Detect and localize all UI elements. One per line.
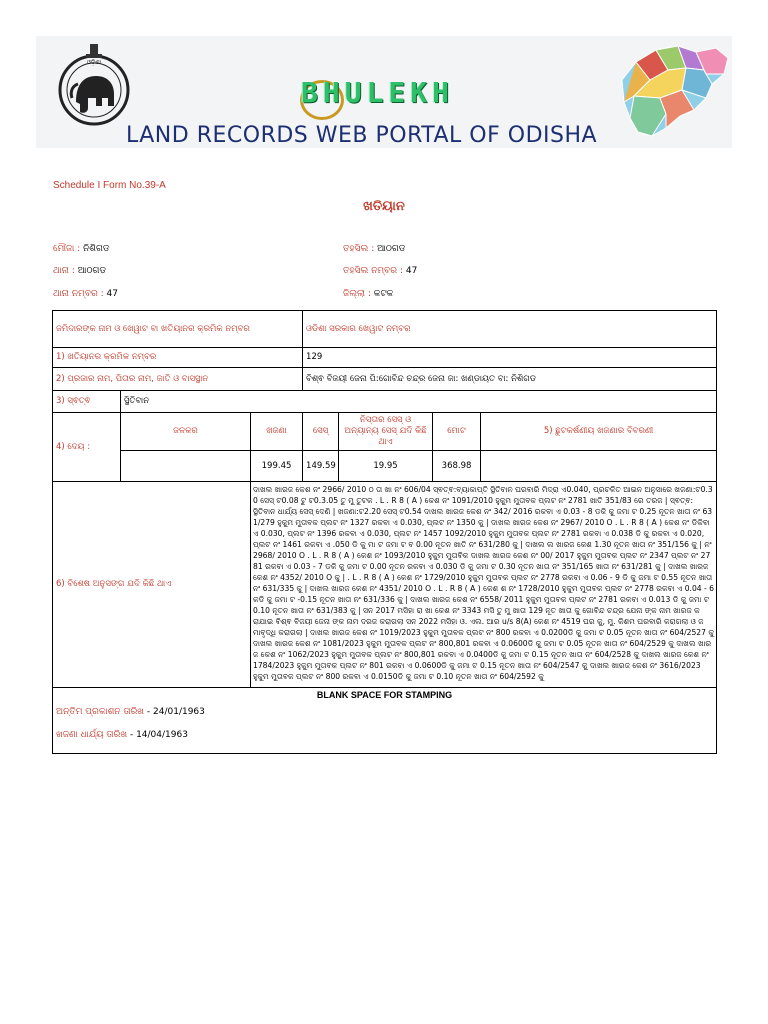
col-header-rent-details: 5) ଛୁଟକର୍ଷଣୀୟ ଖଜଣାର ବିବରଣୀ	[481, 413, 717, 451]
district-label: ଜିଲ୍ଲା :	[343, 289, 374, 299]
table-row	[53, 391, 717, 413]
bhulekh-logo-text: BHULEKH	[301, 76, 455, 109]
table-row	[53, 348, 717, 368]
landlord-value: ଓଡିଶା ସରକାର ଖେୱାଟ ନମ୍ବର	[303, 311, 717, 348]
table-row	[53, 482, 717, 688]
tahasil-label: ତହସିଲ :	[343, 244, 378, 254]
total-value: 368.98	[433, 451, 481, 482]
rent-details-value	[481, 451, 717, 482]
tahasil-number-field	[343, 266, 417, 276]
col-header-total: ମୋଟ	[433, 413, 481, 451]
rent-fixation-date: - 14/04/1963	[127, 730, 188, 740]
tahasil-number-label: ତହସିଲ ନମ୍ବର :	[343, 266, 406, 276]
special-remarks-value: ଦାଖଲ ଖାରଜ କେଶ ନଂ 2966/ 2010 ଠ ତା ଖା ନଂ 606/04 ସ୍ଵତ୍ଵ:ବ୍ୟାକାପ୍ତି ସ୍ଥିତିବାନ ଘରବାରି ମିଦ୍ରା ଏ0.040, ପ୍ରଚଳିତ ଆଇନ ଅନୁସାରେ ଖଜଣା:ଟ0.30 ସେସ୍ ଟ0.08 ଟୁ ଟ0.3.05 ତୁ ମୁ ତୁଟକ . L . R 8 ( A ) କେଶ ନଂ 1091/2010 ହୁକୁମ ମୁତାବକ ପ୍ଲଟ ନଂ 2781 ଖାତି 351/83 ରେ ତରଜ | ସ୍ଵତ୍ଵ:ସ୍ଥିତିବାନ ଧାର୍ଯ୍ୟ ସେସ୍ ଦେଣି | ଖଜଣା:ଟ2.20 ସେସ୍ ଟ0.54 ଦାଖଲ ଖାରଜ କେଶ ନଂ 342/ 2016 ରକବା ଏ 0.03 - 8 ଡକି କୁ ଜମା ଟ 0.25 ନୂତନ ଖାତା ନଂ 631/279 ହୁକୁମ ମୁତାବକ ପ୍ଲଟ ନଂ 1327 ରକବା ଏ 0.030, ପ୍ଲଟ ନଂ 1350 କୁ | ଦାଖଲ ଖାରଜ କେଶ ନଂ 2967/ 2010 O . L . R 8 ( A ) କେଶ ନଂ ଡିକିବା ଏ 0.030, ପ୍ଲଟ ନଂ 1396 ରକବା ଏ 0.030, ପ୍ଲଟ ନଂ 1457 1092/2010 ହୁକୁମ ମୁତାବକ ପ୍ଲଟ ନଂ 2781 ରକବା ଏ 0.038 ଡି କୁ ରକବା ଏ 0.020, ପ୍ଲଟ ନଂ 1461 ରକବା ଏ .050 ଡି କୁ ମା ଟ ଜମା ଟ ବ 0.00 ନୂତନ ଖାତି ନଂ 631/280 କୁ | ଦାଖଲ ଲ ଖାରଜ କେଶ 1.30 ନୂତନ ଖାତା ନଂ 351/156 କୁ | ନଂ 2968/ 2010 O . L . R 8 ( A ) କେଶ ନଂ 1093/2010 ହୁକୁମ ମୁତାବିକ ଦାଖଲ ଖାରଜ କେଶ ନଂ 00/ 2017 ହୁକୁମ ମୁତାବକ ପ୍ଲଟ ନଂ 2347 ପ୍ଲଟ ନଂ 2781 ରକବା ଏ 0.03 - 7 ଡକି କୁ ଜମା ଟ 0.00 ନୂତନ ରକବା ଏ 0.030 ଡି କୁ ଜମା ଟ 0.30 ନୂତନ ଖାତା ନଂ 351/165 ଖାତା ନଂ 631/281 କୁ | ଦାଖଲ ଖାରଜ କେଶ ନଂ 4352/ 2010 O କୁ | . L . R 8 ( A ) କେଶ ନଂ 1729/2010 ହୁକୁମ ମୁତାବକ ପ୍ଲଟ ନଂ 2778 ରକବା ଏ 0.06 - 9 ଡି କୁ ଜମା ଟ 0.55 ନୂତନ ଖାତା ନଂ 631/335 କୁ | ଦାଖଲ ଖାରଜ କେଶ ନଂ 4351/ 2010 O . L . R 8 ( A ) କେଶ ଶ ନଂ 1728/2010 ହୁକୁମ ମୁତାବକ ପ୍ଲଟ ନଂ 2778 ରକବା ଏ 0.04 - 6 କଡି କୁ ଜମା ଟ -0.15 ନୂତନ ଖାତା ନଂ 631/336 କୁ | ଦାଖଲ ଖାରଜ କେଶ ନଂ 6558/ 2011 ହୁକୁମ ମୁତାବକ ପ୍ଲଟ ନଂ 2781 ରକବା ଏ 0.013 ଡି କୁ ଜମା ଟ 0.10 ନୂତନ ଖାତା ନଂ 631/383 କୁ | ସନ 2017 ମସିହା ରା ଖା କେଶ ନଂ 3343 ମସି ତୁ ମୁ ଖାତା 129 ନୂତ ଖାତା କୁ ଗୋବିନ୍ଦ ଚନ୍ଦ୍ର ଯେନା ଙ୍କ ନାମ ଖାରଜ କରାଯାଇ ବିଶ୍ଵ ବିଜୟୀ ଜେନା ଙ୍କ ନାମ ଦରଜ କରାଗଲା ସନ 2022 ମସିହା ଓ. ଏଲ. ଆର u/s 8(A) କେଶ ନଂ 4519 ଘର କୁ, ମୁ. କିଶମ ଘରବାରି କରାଗଲା ଓ ଜମାବୃଦ୍ଧି କରାଗଲା | ଦାଖଲ ଖାରଜ କେଶ ନଂ 1019/2023 ହୁକୁମ ମୁତାବକ ପ୍ଲଟ ନଂ 800 ରକବା ଏ 0.0200ଡି କୁ ଜମା ଟ 0.05 ନୂତନ ଖାତା ନଂ 604/2527 କୁ ଦାଖଲ ଖାରଜ କେଶ ନଂ 1081/2023 ହୁକୁମ ମୁତାବକ ପ୍ଲଟ ନଂ 800,801 ରକବା ଏ 0.0600ଡି କୁ ଜମା ଟ 0.05 ନୂତନ ଖାତା ନଂ 604/2529 କୁ ଦାଖଲ ଖାରଜ କେଶ ନଂ 1062/2023 ହୁକୁମ ମୁତାବକ ପ୍ଲଟ ନଂ 800,801 ରକବା ଏ 0.0400ଡି କୁ ଜମା ଟ 0.15 ନୂତନ ଖାତା ନଂ 604/2528 କୁ ଦାଖଲ ଖାରଜ କେଶ ନଂ 1784/2023 ହୁକୁମ ମୁତାବକ ପ୍ଲଟ ନଂ 801 ରକବା ଏ 0.0600ଡି କୁ ଜମା ଟ 0.15 ନୂତନ ଖାତା ନଂ 604/2547 କୁ ଦାଖଲ ଖାରଜ କେଶ ନଂ 3616/2023 ହୁକୁମ ମୁତାବକ ପ୍ଲଟ ନଂ 800 ରକବା ଏ 0.0150ଡି କୁ ଜମା ଟ 0.10 ନୂତନ ଖାତା ନଂ 604/2592 କୁ	[251, 482, 717, 688]
tahasil-field	[343, 244, 405, 254]
portal-banner	[36, 36, 732, 148]
khajana-value: 199.45	[251, 451, 303, 482]
table-row	[53, 413, 717, 451]
odisha-map-icon	[616, 40, 732, 144]
mouza-label: ମୌଜା :	[53, 244, 84, 254]
rent-fixation-line	[53, 720, 716, 747]
thana-label: ଥାନା :	[53, 266, 78, 276]
col-header-other-ses: ନିସ୍ତାର ସେସ୍ ଓ ଅନ୍ୟାନ୍ୟ ସେସ୍ ଯଦି କିଛି ଥାଏ	[339, 413, 433, 451]
khatiyan-serial-value: 129	[303, 348, 717, 368]
stamping-title: BLANK SPACE FOR STAMPING	[316, 690, 453, 700]
status-label: 3) ସ୍ଵତ୍ଵ	[53, 391, 121, 413]
table-row	[53, 368, 717, 391]
thana-field	[53, 266, 106, 276]
mouza-value: ନିଶିଗଡ	[83, 244, 110, 254]
rent-fixation-label: ଖଜଣା ଧାର୍ଯ୍ୟ ତାରିଖ	[56, 730, 128, 740]
special-remarks-label: 6) ବିଶେଷ ଅନୁସଙ୍ଗ ଯଦି କିଛି ଥାଏ	[53, 482, 251, 688]
final-publication-date: - 24/01/1963	[144, 707, 205, 717]
tenant-details-value: ବିଶ୍ଵ ବିଜୟୀ ଜେନା ପି:ଗୋବିନ୍ଦ ଚନ୍ଦ୍ର ଜେନା ଜା: ଖଣ୍ଡାୟତ ବା: ନିଶିଗଡ	[303, 368, 717, 391]
col-header-khajana: ଖଜଣା	[251, 413, 303, 451]
tahasil-number-value: 47	[405, 266, 418, 276]
table-row	[53, 311, 717, 348]
thana-number-label: ଥାନା ନମ୍ବର :	[53, 289, 107, 299]
jalakar-value	[121, 451, 251, 482]
mouza-field	[53, 244, 110, 254]
table-row	[53, 688, 717, 754]
table-row	[53, 451, 717, 482]
ses-value: 149.59	[303, 451, 339, 482]
document-title: ଖତିୟାନ	[363, 199, 405, 214]
khatiyan-record-table	[52, 310, 717, 754]
tenant-details-label: 2) ପ୍ରଜାର ନାମ, ପିତାର ନାମ, ଜାତି ଓ ବାସସ୍ଥାନ	[53, 368, 303, 391]
col-header-jalakar: ଜଳକର	[121, 413, 251, 451]
dues-label: 4) ଦେୟ :	[53, 413, 121, 482]
district-field	[343, 289, 393, 299]
svg-text:ଓଡ଼ିଶା: ଓଡ଼ିଶା	[86, 59, 102, 66]
form-number: Schedule I Form No.39-A	[53, 180, 166, 191]
portal-title: LAND RECORDS WEB PORTAL OF ODISHA	[126, 123, 598, 148]
col-header-ses: ସେସ୍	[303, 413, 339, 451]
khatiyan-serial-label: 1) ଖତିୟାନର କ୍ରମିକ ନମ୍ବର	[53, 348, 303, 368]
other-ses-value: 19.95	[339, 451, 433, 482]
district-value: କଟକ	[373, 289, 394, 299]
thana-value: ଆଠଗଡ	[77, 266, 107, 276]
tahasil-value: ଆଠଗଡ	[377, 244, 406, 254]
final-publication-line	[53, 705, 716, 720]
landlord-label: ଜମିଦାରଙ୍କ ନାମ ଓ ଖେୱାଟ ବା ଖତିୟାନର କ୍ରମିକ ନମ୍ବର	[53, 311, 303, 348]
stamping-area	[53, 688, 717, 754]
final-publication-label: ଅନ୍ତିମ ପ୍ରକାଶନ ତାରିଖ	[56, 707, 145, 717]
thana-number-field	[53, 289, 118, 299]
status-value: ସ୍ଥିତିବାନ	[121, 391, 717, 413]
thana-number-value: 47	[106, 289, 118, 299]
